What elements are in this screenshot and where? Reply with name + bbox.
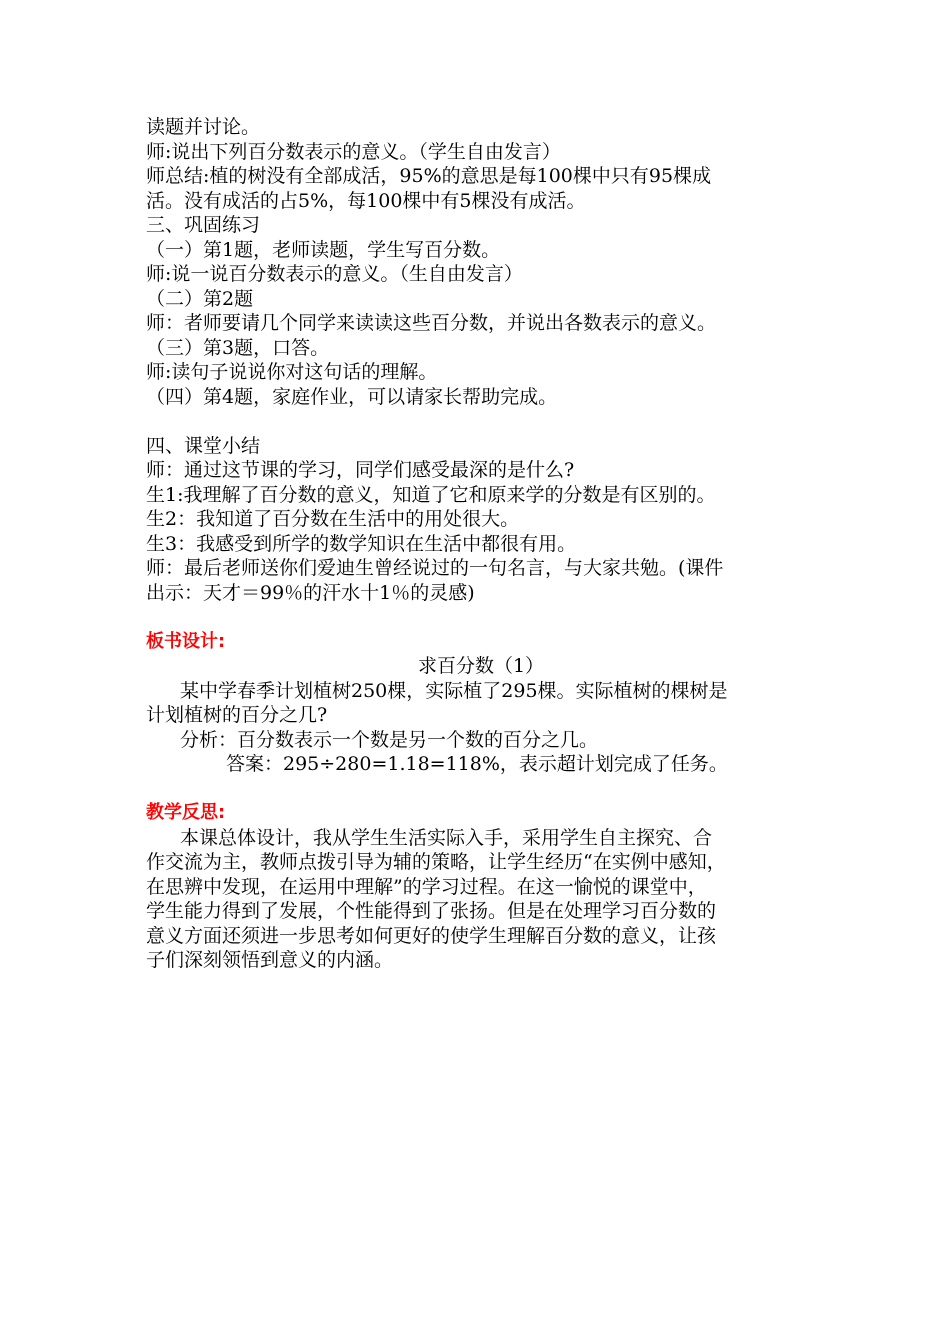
board-design-section xyxy=(146,630,816,777)
section-heading-practice: 三、巩固练习 xyxy=(146,214,261,236)
spacer xyxy=(146,605,816,630)
text-line: （一）第1题，老师读题，学生写百分数。 xyxy=(146,238,501,261)
text-line: 生1:我理解了百分数的意义，知道了它和原来学的分数是有区别的。 xyxy=(146,483,716,506)
text-line: 生3：我感受到所学的数学知识在生活中都很有用。 xyxy=(146,532,577,555)
text-line: 师总结:植的树没有全部成活，95%的意思是每100棵中只有95棵成 xyxy=(146,165,712,187)
section-heading-summary: 四、课堂小结 xyxy=(146,434,261,457)
process-section xyxy=(146,115,816,409)
board-title: 求百分数（1） xyxy=(417,655,545,677)
reflection-line: 作交流为主，教师点拨引导为辅的策略，让学生经历“在实例中感知， xyxy=(146,851,726,873)
text-line: 师：者师要请几个同学来读读这些百分数，并说出各数表示的意义。 xyxy=(146,312,717,334)
reflection-heading: 教学反思: xyxy=(146,802,226,823)
reflection-line: 意义方面还须进一步思考如何更好的使学生理解百分数的意义，让孩 xyxy=(146,924,717,947)
board-design-heading: 板书设计: xyxy=(146,630,226,652)
text-line: 师：通过这节课的学习，同学们感受最深的是什么? xyxy=(146,459,575,481)
text-line: （二）第2题 xyxy=(146,287,254,310)
reflection-line: 本课总体设计，我从学生生活实际入手，采用学生自主探究、合 xyxy=(180,826,713,849)
text-line: 读题并讨论。 xyxy=(146,116,261,138)
board-problem-line: 某中学春季计划植树250棵，实际植了295棵。实际植树的棵树是 xyxy=(180,679,728,702)
reflection-line: 在思辨中发现，在运用中理解”的学习过程。在这一愉悦的课堂中， xyxy=(146,875,707,898)
board-problem-line: 计划植树的百分之几? xyxy=(146,704,328,726)
text-line: 师:说出下列百分数表示的意义。（学生自由发言） xyxy=(146,140,561,163)
summary-section xyxy=(146,434,816,606)
text-line: 出示：天才＝99％的汗水十1％的灵感) xyxy=(146,581,475,604)
text-line: 生2：我知道了百分数在生活中的用处很大。 xyxy=(146,508,520,530)
reflection-line: 学生能力得到了发展，个性能得到了张扬。但是在处理学习百分数的 xyxy=(146,900,717,922)
reflection-line: 子们深刻领悟到意义的内涵。 xyxy=(146,949,394,971)
spacer xyxy=(146,409,816,434)
text-line: （四）第4题，家庭作业，可以请家长帮助完成。 xyxy=(146,385,558,408)
text-line: 活。没有成活的占5%，每100棵中有5棵没有成活。 xyxy=(146,189,586,212)
reflection-section xyxy=(146,801,816,973)
text-line: （三）第3题，口答。 xyxy=(146,336,330,359)
text-line: 师：最后老师送你们爱迪生曾经说过的一句名言，与大家共勉。(课件 xyxy=(146,557,724,579)
document-page xyxy=(146,115,816,973)
board-analysis: 分析：百分数表示一个数是另一个数的百分之几。 xyxy=(180,728,599,751)
board-answer: 答案：295÷280=1.18=118%，表示超计划完成了任务。 xyxy=(226,753,728,775)
text-line: 师:说一说百分数表示的意义。（生自由发言） xyxy=(146,263,523,285)
spacer xyxy=(146,777,816,802)
text-line: 师:读句子说说你对这句话的理解。 xyxy=(146,361,438,383)
